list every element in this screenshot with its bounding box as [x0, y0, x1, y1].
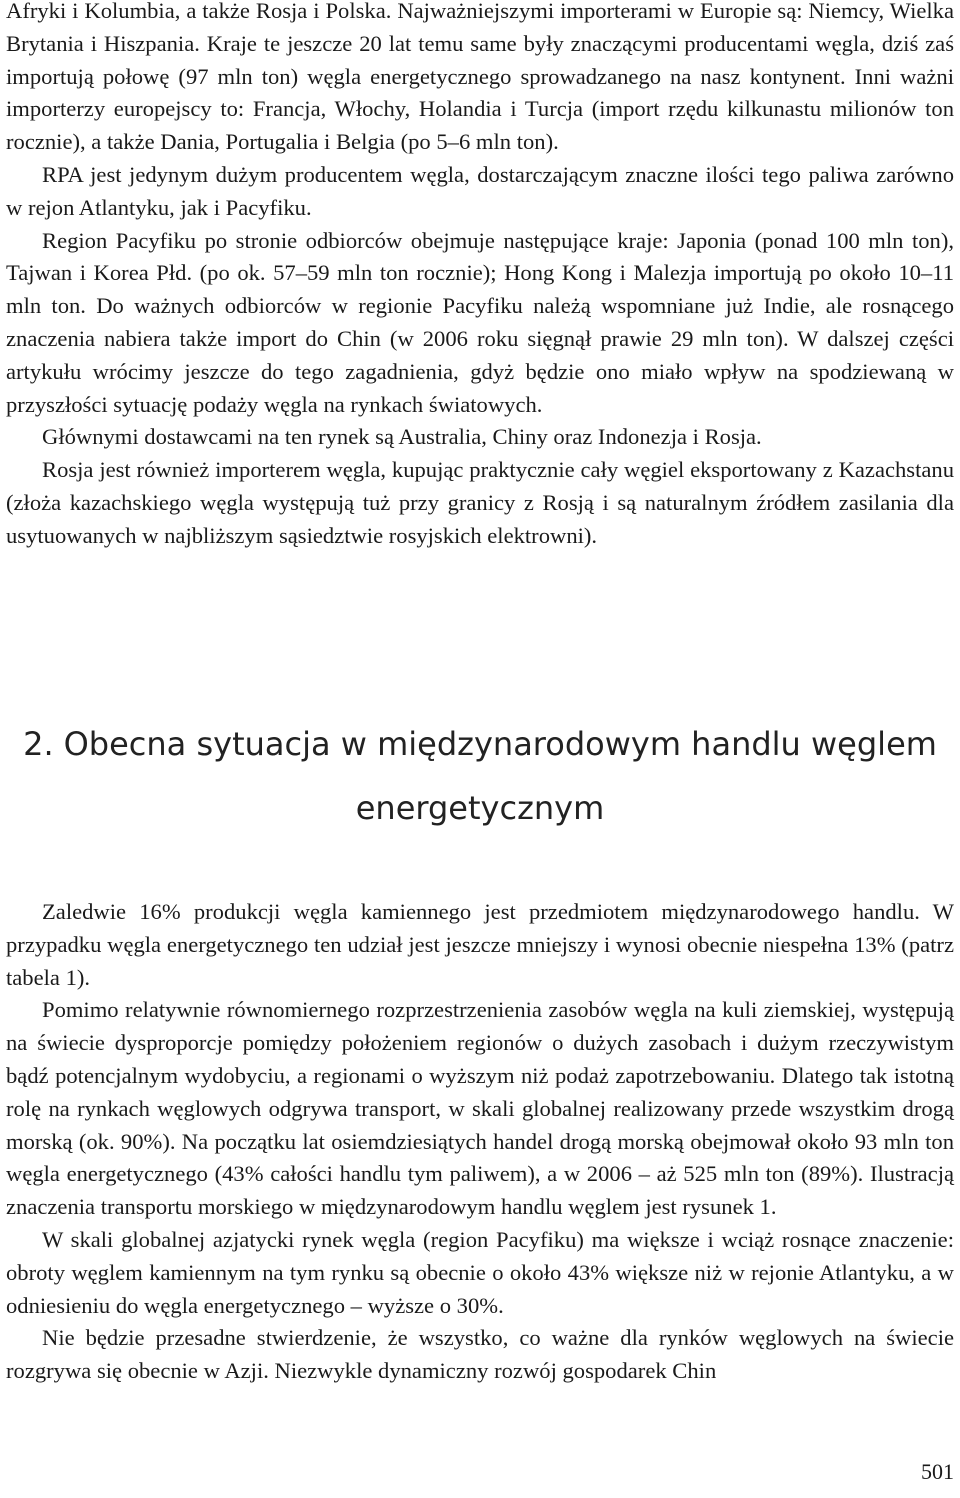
paragraph: Region Pacyfiku po stronie odbiorców obejmuje następujące kraje: Japonia (ponad 100 mln ton), Tajwan i Korea Płd. (po ok. 57–59 mln ton rocznie); Hong Kong i Malezja importują po około 10–11 mln ton. Do ważnych odbiorców w regionie Pacyfiku należą wspomniane już Indie, ale rosnącego znaczenia nabiera także import do Chin (w 2006 roku sięgnął prawie 29 mln ton). W dalszej części artykułu wrócimy jeszcze do tego zagadnienia, gdyż będzie ono miało wpływ na spodziewaną w przyszłości sytuację podaży węgla na rynkach światowych.: [6, 227, 954, 417]
top-text-block: [6, 0, 954, 553]
page-number: 501: [921, 1459, 954, 1484]
section-title: Obecna sytuacja w międzynarodowym handlu węglem energetycznym: [63, 725, 937, 827]
section-heading: [0, 712, 960, 840]
paragraph: Nie będzie przesadne stwierdzenie, że wszystko, co ważne dla rynków węglowych na świecie rozgrywa się obecnie w Azji. Niezwykle dynamiczny rozwój gospodarek Chin: [6, 1325, 954, 1384]
paragraph: Głównymi dostawcami na ten rynek są Australia, Chiny oraz Indonezja i Rosja.: [42, 424, 762, 450]
paragraph: Rosja jest również importerem węgla, kupując praktycznie cały węgiel eksportowany z Kazachstanu (złoża kazachskiego węgla występują tuż przy granicy z Rosją i są naturalnym źródłem zasilania dla usytuowanych w najbliższym sąsiedztwie rosyjskich elektrowni).: [6, 457, 954, 548]
paragraph: Afryki i Kolumbia, a także Rosja i Polska. Najważniejszymi importerami w Europie są: Niemcy, Wielka Brytania i Hiszpania. Kraje te jeszcze 20 lat temu same były znaczącymi producentami węgla, dziś zaś importują połowę (97 mln ton) węgla energetycznego sprowadzanego na nasz kontynent. Inni ważni importerzy europejscy to: Francja, Włochy, Holandia i Turcja (import rzędu kilkunastu milionów ton rocznie), a także Dania, Portugalia i Belgia (po 5–6 mln ton).: [6, 0, 954, 155]
paragraph: Zaledwie 16% produkcji węgla kamiennego jest przedmiotem międzynarodowego handlu. W przypadku węgla energetycznego ten udział jest jeszcze mniejszy i wynosi obecnie niespełna 13% (patrz tabela 1).: [6, 899, 954, 990]
bottom-text-block: [6, 896, 954, 1388]
paragraph: W skali globalnej azjatycki rynek węgla (region Pacyfiku) ma większe i wciąż rosnące znaczenie: obroty węglem kamiennym na tym rynku są obecnie o około 43% większe niż w rejonie Atlantyku, a w odniesieniu do węgla energetycznego – wyższe o 30%.: [6, 1226, 954, 1318]
paragraph: RPA jest jedynym dużym producentem węgla, dostarczającym znaczne ilości tego paliwa zarówno w rejon Atlantyku, jak i Pacyfiku.: [6, 161, 954, 220]
paragraph: Pomimo relatywnie równomiernego rozprzestrzenienia zasobów węgla na kuli ziemskiej, występują na świecie dysproporcje pomiędzy położeniem regionów o dużych zasobach i dużym rzeczywistym bądź potencjalnym wydobyciu, a regionami o wyższym niż podaż zapotrzebowaniu. Dlatego tak istotną rolę na rynkach węglowych odgrywa transport, w skali globalnej realizowany przede wszystkim drogą morską (ok. 90%). Na początku lat osiemdziesiątych handel drogą morską obejmował około 93 mln ton węgla energetycznego (43% całości handlu tym paliwem), a w 2006 – aż 525 mln ton (89%). Ilustracją znaczenia transportu morskiego w międzynarodowym handlu węglem jest rysunek 1.: [6, 997, 954, 1220]
section-number: 2.: [23, 725, 54, 763]
